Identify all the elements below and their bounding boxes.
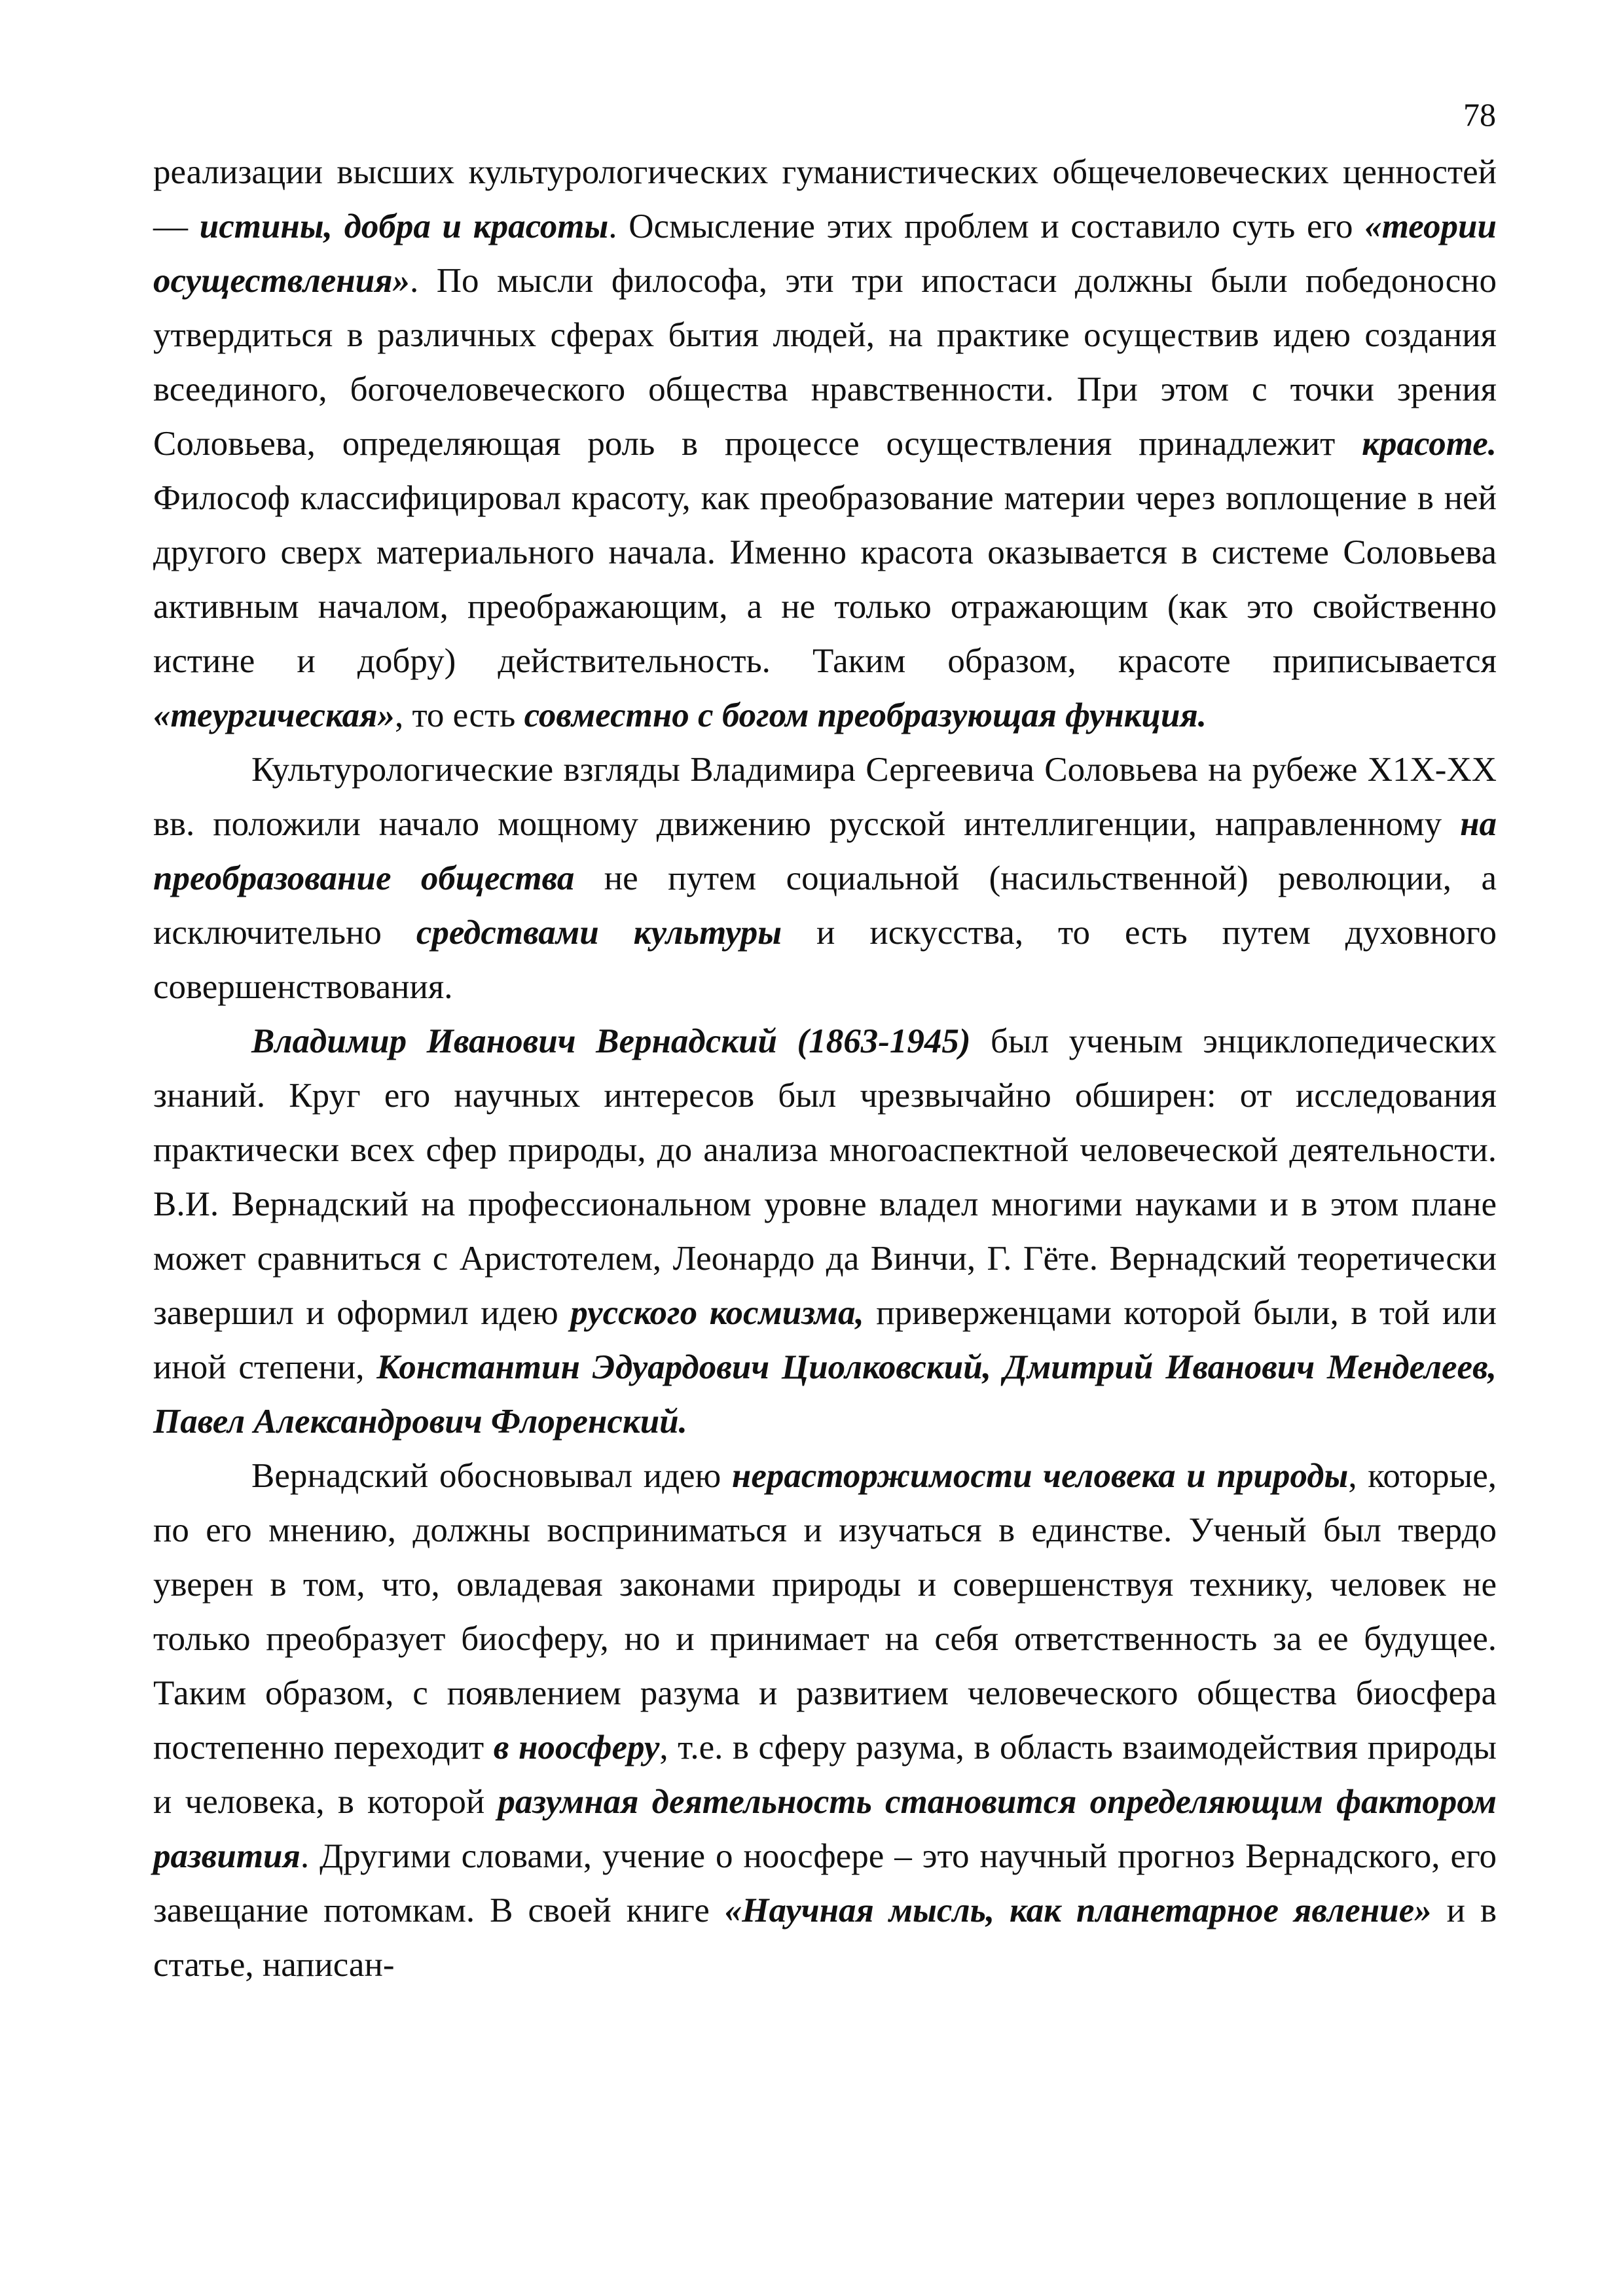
emphasized-text: истины, добра и красоты [199, 207, 609, 245]
text-run: приверженцами которой были, в той или иной степени, [153, 1294, 1497, 1386]
text-run: Культурологические взгляды Владимира Сергеевича Соловьева на рубеже Х1Х-ХХ вв. положили начало мощному движению русской интеллигенции, направленному [153, 751, 1497, 843]
paragraph [153, 1014, 1497, 1449]
emphasized-text: в ноосферу [493, 1729, 660, 1767]
text-run: не путем социальной (насильственной) революции, а исключительно [153, 859, 1497, 952]
page-number: 78 [1463, 96, 1496, 133]
text-run: Вернадский обосновывал идею [251, 1457, 732, 1495]
paragraph [153, 743, 1497, 1014]
emphasized-text: «Научная мысль, как планетарное явление» [724, 1892, 1432, 1929]
emphasized-text: Владимир Иванович Вернадский (1863-1945) [251, 1022, 971, 1060]
text-run: реализации высших культурологических гуманистических общечеловеческих ценностей — [153, 153, 1497, 245]
text-run: . По мысли философа, эти три ипостаси должны были победоносно утвердиться в различных сферах бытия людей, на практике осуществив идею создания всеединого, богочеловеческого общества нравственности. При этом с точки зрения Соловьева, определяющая роль в процессе осуществления принадлежит [153, 262, 1497, 463]
text-run: , которые, по его мнению, должны восприниматься и изучаться в единстве. Ученый был твердо уверен в том, что, овладевая законами природы и совершенствуя технику, человек не только преобразует биосферу, но и принимает на себя ответственность за ее будущее. Таким образом, с появлением разума и развитием человеческого общества биосфера постепенно переходит [153, 1457, 1497, 1767]
emphasized-text: нерасторжимости человека и природы [731, 1457, 1349, 1495]
text-run: был ученым энциклопедических знаний. Круг его научных интересов был чрезвычайно обширен: от исследования практически всех сфер природы, до анализа многоаспектной человеческой деятельности. В.И. Вернадский на профессиональном уровне владел многими науками и в этом плане может сравниться с Аристотелем, Леонардо да Винчи, Г. Гёте. Вернадский теоретически завершил и оформил идею [153, 1022, 1497, 1332]
emphasized-text: на преобразование общества [153, 805, 1497, 897]
text-run: , то есть [394, 696, 524, 734]
emphasized-text: разумная деятельность становится определяющим фактором развития [153, 1783, 1497, 1875]
emphasized-text: «теории осуществления» [153, 207, 1497, 300]
emphasized-text: средствами культуры [416, 914, 782, 952]
emphasized-text: красоте. [1362, 425, 1497, 463]
body-text [153, 145, 1497, 1992]
paragraph [153, 145, 1497, 743]
text-run: . Другими словами, учение о ноосфере – это научный прогноз Вернадского, его завещание потомкам. В своей книге [153, 1837, 1497, 1929]
emphasized-text: совместно с богом преобразующая функция. [524, 696, 1207, 734]
text-run: . Осмысление этих проблем и составило суть его [608, 207, 1365, 245]
emphasized-text: русского космизма, [570, 1294, 864, 1332]
text-run: Философ классифицировал красоту, как преобразование материи через воплощение в ней другого сверх материального начала. Именно красота оказывается в системе Соловьева активным началом, преображающим, а не только отражающим (как это свойственно истине и добру) действительность. Таким образом, красоте приписывается [153, 479, 1497, 680]
emphasized-text: Константин Эдуардович Циолковский, Дмитрий Иванович Менделеев, Павел Александрович Флоренский. [153, 1348, 1497, 1441]
text-run: и искусства, то есть путем духовного совершенствования. [153, 914, 1497, 1006]
paragraph [153, 1449, 1497, 1992]
emphasized-text: «теургическая» [153, 696, 395, 734]
text-run: и в статье, написан- [153, 1892, 1497, 1984]
text-run: , т.е. в сферу разума, в область взаимодействия природы и человека, в которой [153, 1729, 1497, 1821]
